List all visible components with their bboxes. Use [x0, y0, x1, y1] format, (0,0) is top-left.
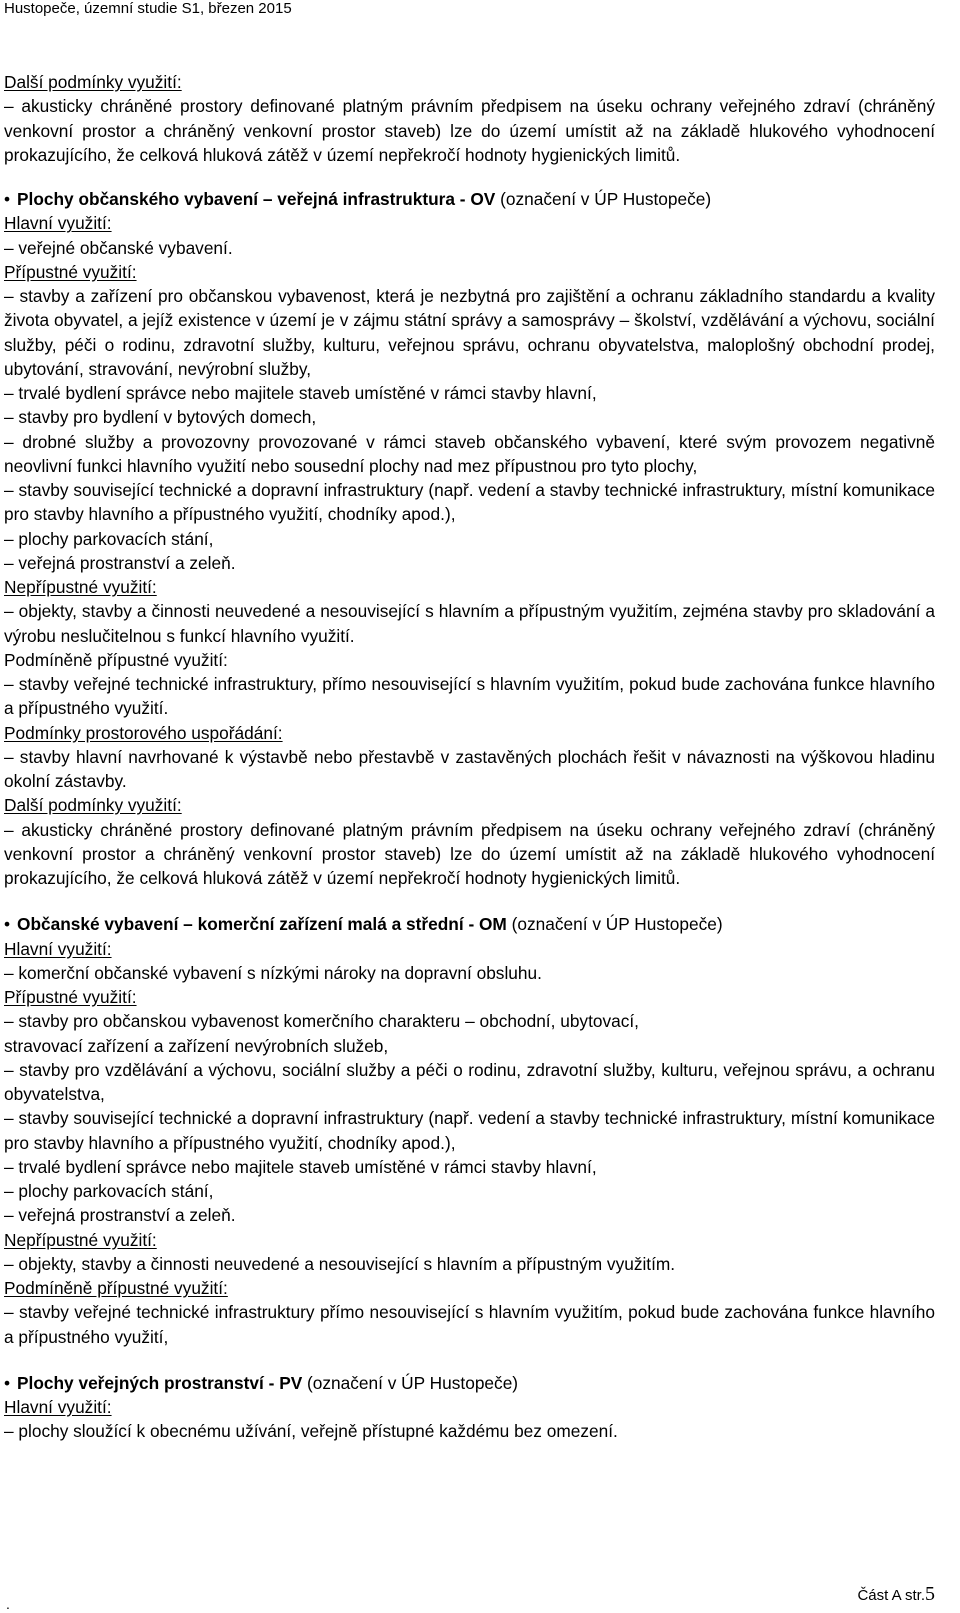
section-label: Podmíněně přípustné využití:	[4, 1278, 228, 1298]
section-label: Přípustné využití:	[4, 261, 137, 282]
list-item: – veřejná prostranství a zeleň.	[4, 1205, 236, 1226]
list-item: – veřejné občanské vybavení.	[4, 237, 233, 258]
list-item: – stavby pro vzdělávání a výchovu, sociální služby a péči o rodinu, zdravotní služby, kulturu, veřejnou správu, a ochranu obyvatelstva,	[4, 1059, 935, 1104]
list-item: – veřejná prostranství a zeleň.	[4, 552, 236, 573]
section-heading-ov: • Plochy občanského vybavení – veřejná infrastruktura - OV (označení v ÚP Hustopeče)	[4, 187, 935, 211]
list-item: – stavby související technické a dopravní infrastruktury (např. vedení a stavby technické infrastruktury, místní komunikace pro stavby hlavního a přípustného využití, chodníky apod.),	[4, 480, 935, 525]
section-label: Další podmínky využití:	[4, 72, 182, 92]
list-item: – stavby veřejné technické infrastruktury, přímo nesouvisející s hlavním využitím, pokud bude zachována funkce hlavního a přípustného využití.	[4, 674, 935, 719]
section-label: Podmínky prostorového uspořádání:	[4, 722, 283, 743]
list-item: – objekty, stavby a činnosti neuvedené a nesouvisející s hlavním a přípustným využitím.	[4, 1253, 676, 1274]
section-label: Hlavní využití:	[4, 213, 112, 234]
page-footer	[857, 1583, 935, 1606]
list-item: stravovací zařízení a zařízení nevýrobních služeb,	[4, 1035, 389, 1056]
page-header: Hustopeče, územní studie S1, březen 2015	[4, 0, 292, 17]
section-label: Nepřípustné využití:	[4, 577, 157, 597]
list-item: – stavby hlavní navrhované k výstavbě nebo přestavbě v zastavěných plochách řešit v návaznosti na výškovou hladinu okolní zástavby.	[4, 746, 935, 791]
list-item: – trvalé bydlení správce nebo majitele staveb umístěné v rámci stavby hlavní,	[4, 1156, 597, 1177]
list-item: – stavby veřejné technické infrastruktury přímo nesouvisející s hlavním využitím, pokud bude zachována funkce hlavního a přípustného využití,	[4, 1302, 935, 1347]
list-item: – plochy parkovacích stání,	[4, 1181, 214, 1201]
page-number: 5	[925, 1583, 935, 1605]
list-item: – plochy parkovacích stání,	[4, 528, 214, 549]
bullet-icon: •	[4, 914, 11, 935]
section-label: Další podmínky využití:	[4, 795, 182, 816]
stray-dot: .	[6, 1596, 10, 1612]
section-heading-om: • Občanské vybavení – komerční zařízení malá a střední - OM (označení v ÚP Hustopeče)	[4, 912, 935, 936]
list-item: – akusticky chráněné prostory definované platným právním předpisem na úseku ochrany veřejného zdraví (chráněný venkovní prostor a chráněný venkovní prostor staveb) lze do území umístit až na základě hlukového vyhodnocení prokazujícího, že celková hluková zátěž v území nepřekročí hodnoty hygienických limitů.	[4, 96, 935, 165]
footer-label: Část A str.	[857, 1587, 925, 1604]
section-heading-pv: • Plochy veřejných prostranství - PV (označení v ÚP Hustopeče)	[4, 1371, 935, 1395]
bullet-icon: •	[4, 189, 11, 209]
section-label: Podmíněně přípustné využití:	[4, 649, 228, 670]
list-item: – akusticky chráněné prostory definované platným právním předpisem na úseku ochrany veřejného zdraví (chráněný venkovní prostor a chráněný venkovní prostor staveb) lze do území umístit až na základě hlukového vyhodnocení prokazujícího, že celková hluková zátěž v území nepřekročí hodnoty hygienických limitů.	[4, 819, 935, 888]
list-item: – plochy sloužící k obecnému užívání, veřejně přístupné každému bez omezení.	[4, 1421, 618, 1442]
list-item: – stavby a zařízení pro občanskou vybavenost, která je nezbytná pro zajištění a ochranu základního standardu a kvality života obyvatel, a jejíž existence v území je v zájmu státní správy a samosprávy – školství, vzdělávání a výchovu, sociální služby, péči o rodinu, zdravotní služby, kulturu, veřejnou správu, ochranu obyvatelstva, maloplošný obchodní prodej, ubytování, stravování, nevýrobní služby,	[4, 286, 935, 379]
bullet-icon: •	[4, 1372, 11, 1393]
section-label: Hlavní využití:	[4, 1397, 112, 1417]
list-item: – objekty, stavby a činnosti neuvedené a nesouvisející s hlavním a přípustným využitím, zejména stavby pro skladování a výrobu neslučitelnou s funkcí hlavního využití.	[4, 601, 935, 646]
list-item: – stavby pro občanskou vybavenost komerčního charakteru – obchodní, ubytovací,	[4, 1011, 639, 1032]
list-item: – stavby související technické a dopravní infrastruktury (např. vedení a stavby technické infrastruktury, místní komunikace pro stavby hlavního a přípustného využití, chodníky apod.),	[4, 1108, 935, 1153]
list-item: – komerční občanské vybavení s nízkými nároky na dopravní obsluhu.	[4, 962, 542, 983]
list-item: – trvalé bydlení správce nebo majitele staveb umístěné v rámci stavby hlavní,	[4, 383, 597, 403]
section-label: Hlavní využití:	[4, 938, 112, 959]
list-item: – stavby pro bydlení v bytových domech,	[4, 407, 317, 428]
document-body	[4, 70, 935, 1444]
section-label: Přípustné využití:	[4, 987, 137, 1007]
list-item: – drobné služby a provozovny provozované v rámci staveb občanského vybavení, které svým provozem negativně neovlivní funkci hlavního využití nebo sousední plochy nad mez přípustnou pro tyto plochy,	[4, 431, 935, 476]
section-label: Nepřípustné využití:	[4, 1229, 157, 1250]
